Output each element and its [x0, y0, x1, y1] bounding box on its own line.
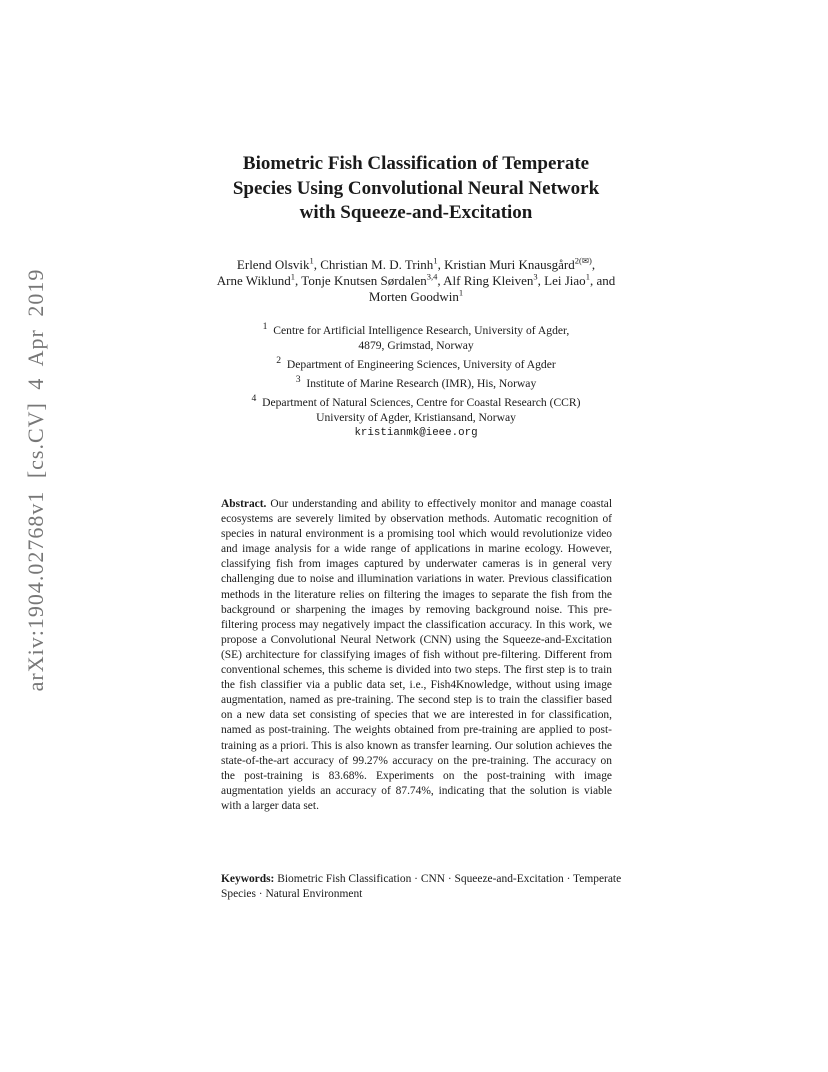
corresponding-email: kristianmk@ieee.org: [354, 426, 478, 439]
keywords: [221, 872, 626, 902]
author-name: , Alf Ring Kleiven: [437, 273, 534, 288]
author-name: , Lei Jiao: [537, 273, 586, 288]
author-affiliation-marker: 1: [433, 255, 438, 266]
affiliation-4: [150, 391, 682, 410]
abstract: [221, 497, 612, 814]
title-line-1: Biometric Fish Classification of Temperate: [242, 153, 590, 174]
affiliation-1-continued: 4879, Grimstad, Norway: [358, 339, 474, 353]
affiliation-number: 1: [262, 321, 268, 332]
affiliation-list: [150, 319, 682, 441]
affiliation-text: Institute of Marine Research (IMR), His, Norway: [306, 377, 537, 391]
abstract-text: Our understanding and ability to effectively monitor and manage coastal ecosystems are severely limited by observation methods. Automatic recognition of species in natural environment is a promising tool which would revolutionize video and image analysis for a wide range of applications in marine ecology. However, classifying fish from images captured by underwater cameras is in general very challenging due to noise and illumination variations in water. Previous classification methods in the literature relies on filtering the images to separate the fish from the background or sharpening the images by removing background noise. This pre-filtering process may negatively impact the classification accuracy. In this work, we propose a Convolutional Neural Network (CNN) using the Squeeze-and-Excitation (SE) architecture for classifying images of fish without pre-filtering. Different from conventional schemes, this scheme is divided into two steps. The first step is to train the fish classifier via a public data set, i.e., Fish4Knowledge, without using image augmentation, named as pre-training. The second step is to train the classifier based on a new data set consisting of species that we are interested in for classification, named as post-training. The weights obtained from pre-training are applied to post-training as a priori. This is also known as transfer learning. Our solution achieves the state-of-the-art accuracy of 99.27% accuracy on the pre-training. The accuracy on the post-training is 83.68%. Experiments on the post-training with image augmentation yields an accuracy of 87.74%, indicating that the solution is viable with a larger data set.: [221, 498, 612, 812]
title-line-2: Species Using Convolutional Neural Network: [232, 177, 600, 199]
author-name: , Kristian Muri Knausgård: [437, 257, 575, 272]
affiliation-4-continued: University of Agder, Kristiansand, Norway: [316, 411, 516, 425]
author-separator: , and: [589, 273, 616, 288]
affiliation-number: 3: [295, 374, 301, 386]
author-affiliation-marker: 1: [585, 271, 590, 282]
paper-title: [140, 152, 692, 226]
author-name: Erlend Olsvik: [236, 257, 310, 272]
author-separator: ,: [591, 257, 596, 272]
arxiv-identifier-stamp: arXiv:1904.02768v1 [cs.CV] 4 Apr 2019: [23, 268, 48, 692]
keywords-label: Keywords:: [221, 873, 275, 885]
author-name: Morten Goodwin: [368, 289, 459, 304]
author-affiliation-marker: 1: [458, 287, 464, 298]
affiliation-2: [150, 353, 682, 372]
author-name: Arne Wiklund: [216, 273, 291, 288]
author-affiliation-marker: 3,4: [426, 271, 438, 282]
affiliation-text: Department of Engineering Sciences, University of Agder: [286, 358, 556, 372]
affiliation-3: [150, 372, 682, 391]
affiliation-number: 4: [251, 393, 257, 405]
author-affiliation-marker: 1: [290, 271, 296, 282]
abstract-label: Abstract.: [221, 498, 267, 510]
affiliation-text: Centre for Artificial Intelligence Research, University of Agder,: [273, 323, 570, 337]
author-list: [150, 257, 682, 305]
author-affiliation-marker: 3: [533, 271, 538, 282]
affiliation-number: 2: [276, 355, 282, 367]
affiliation-1: [150, 319, 682, 338]
title-line-3: with Squeeze-and-Excitation: [299, 202, 533, 223]
affiliation-text: Department of Natural Sciences, Centre for Coastal Research (CCR): [262, 396, 581, 410]
author-affiliation-marker: 1: [309, 255, 314, 266]
author-name: , Christian M. D. Trinh: [313, 257, 434, 272]
author-name: , Tonje Knutsen Sørdalen: [295, 273, 427, 288]
corresponding-author-marker: 2(✉): [574, 255, 592, 266]
keywords-text: Biometric Fish Classification · CNN · Squeeze-and-Excitation · Temperate Species · Natural Environment: [221, 873, 622, 901]
